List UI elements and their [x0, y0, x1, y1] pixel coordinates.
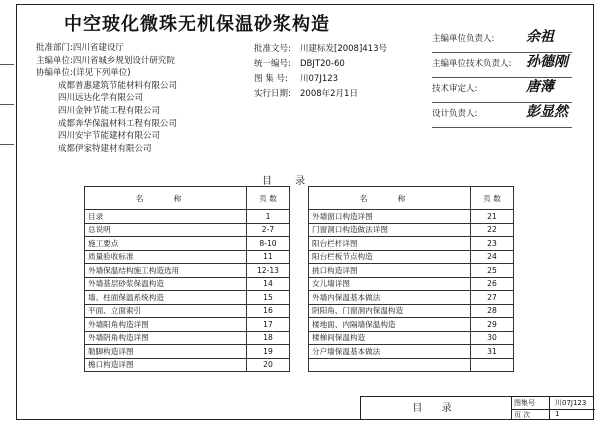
doc-info-row: 实行日期: 2008年2月1日 [254, 89, 358, 99]
signature-row: 主编单位技术负责人: 孙德刚 [432, 57, 572, 82]
toc-row[interactable]: 质量验收标准 11 [85, 250, 290, 264]
toc-row[interactable]: 外墙内保温基本做法 27 [309, 291, 514, 305]
handwritten-signature: 孙德刚 [526, 54, 568, 70]
co-unit: 成都伊家特建材有限公司 [58, 143, 152, 154]
doc-info-row: 图 集 号: 川07J123 [254, 74, 339, 84]
margin-cell [0, 104, 14, 133]
toc-row[interactable]: 阳台栏板节点构造 24 [309, 250, 514, 264]
toc-row[interactable]: 门窗洞口构造做法详图 22 [309, 223, 514, 237]
toc-header-row [309, 187, 514, 210]
approval-row: 批准部门:四川省建设厅 [36, 43, 124, 53]
handwritten-signature: 余祖 [526, 29, 554, 45]
handwritten-signature: 彭显然 [526, 104, 568, 120]
document-info [254, 42, 400, 102]
signature-row: 设计负责人: 彭显然 [432, 107, 572, 132]
approval-row: 主编单位:四川省城乡规划设计研究院 [36, 55, 175, 66]
toc-row [309, 358, 514, 372]
co-unit: 四川远达化学有限公司 [58, 93, 144, 104]
toc-row[interactable]: 施工要点 8-10 [85, 237, 290, 251]
page-title: 中空玻化微珠无机保温砂浆构造 [64, 14, 330, 35]
toc-row[interactable]: 分户墙保温基本做法 31 [309, 345, 514, 359]
toc-header-name: 名 称 [309, 187, 471, 210]
toc-row[interactable]: 勒脚构造详图 19 [85, 345, 290, 359]
toc-row[interactable]: 总说明 2-7 [85, 223, 290, 237]
toc-table-right [308, 186, 514, 372]
toc-header-page: 页 数 [471, 187, 514, 210]
toc-header-page: 页 数 [247, 187, 290, 210]
toc-row[interactable]: 墙、柱面保温系统构造 15 [85, 291, 290, 305]
doc-info-row: 批准文号: 川建标发[2008]413号 [254, 44, 387, 54]
toc-row[interactable]: 外墙保温结构施工构造选用 12-13 [85, 264, 290, 278]
signature-block [432, 29, 572, 132]
approval-info [36, 42, 177, 155]
toc-header-row [85, 187, 290, 210]
margin-cell [0, 64, 14, 93]
signature-row: 技术审定人: 唐薄 [432, 82, 572, 107]
toc-row[interactable]: 外墙阴角构造详图 18 [85, 331, 290, 345]
doc-info-row: 统一编号: DBJT20-60 [254, 59, 345, 69]
atlas-number-cell: 图集号 川07J123 [511, 397, 595, 410]
toc-row[interactable]: 楼地面、内隔墙保温构造 29 [309, 318, 514, 332]
toc-table-left [84, 186, 290, 372]
toc-row[interactable]: 女儿墙详图 26 [309, 277, 514, 291]
toc-row[interactable]: 楼梯间保温构造 30 [309, 331, 514, 345]
handwritten-signature: 唐薄 [526, 79, 554, 95]
toc-row[interactable]: 挑口构造详图 25 [309, 264, 514, 278]
toc-row[interactable]: 外墙窗口构造详图 21 [309, 210, 514, 224]
title-block-name: 目 录 [361, 397, 512, 420]
toc-header-name: 名 称 [85, 187, 247, 210]
toc-row[interactable]: 阳台栏杆详图 23 [309, 237, 514, 251]
toc-row[interactable]: 檐口构造详图 20 [85, 358, 290, 372]
signature-row: 主编单位负责人: 余祖 [432, 32, 572, 57]
toc-row[interactable]: 阴阳角、门窗洞内保温构造 28 [309, 304, 514, 318]
page-number-cell: 页 次 1 [514, 409, 560, 419]
toc-row[interactable]: 外墙阳角构造详图 17 [85, 318, 290, 332]
margin-cell [0, 144, 14, 173]
co-unit: 成都普惠建筑节能材料有限公司 [58, 80, 178, 91]
binding-margin [0, 4, 16, 420]
co-unit: 成都奔华保温材料工程有限公司 [58, 118, 178, 129]
title-block [360, 396, 594, 420]
toc-heading: 目 录 [262, 176, 316, 187]
toc-row[interactable]: 目录 1 [85, 210, 290, 224]
co-unit: 四川金钟节能工程有限公司 [58, 105, 161, 116]
toc-row[interactable]: 平面、立面索引 16 [85, 304, 290, 318]
co-unit: 四川安宇节能建材有限公司 [58, 131, 161, 142]
approval-row: 协编单位:(详见下列单位) [36, 68, 131, 79]
toc-row[interactable]: 外墙基层砂浆保温构造 14 [85, 277, 290, 291]
